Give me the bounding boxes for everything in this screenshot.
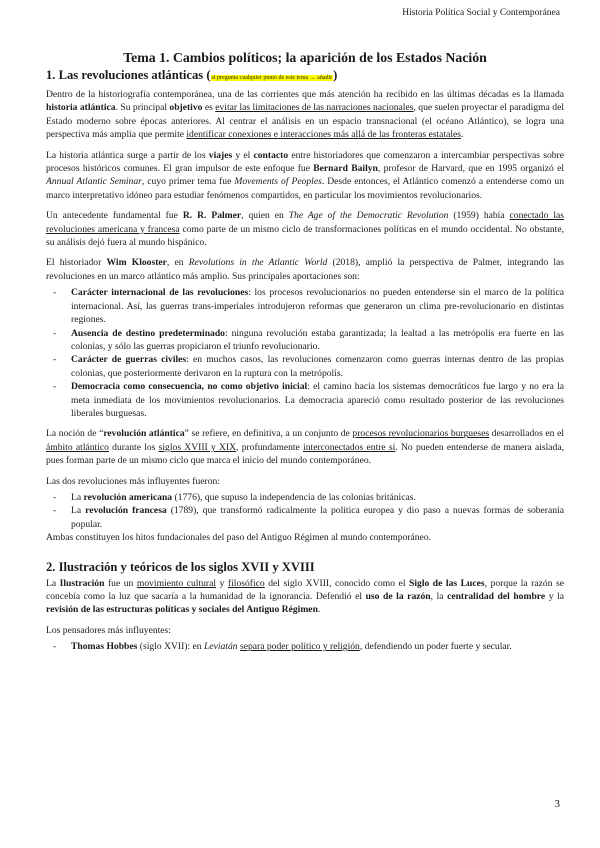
text-run: conectado las revoluciones americana y francesa (46, 210, 564, 235)
paragraph-pensadores: Los pensadores más influyentes: (46, 624, 171, 636)
text-run: , quien en (241, 210, 289, 222)
list-item (46, 640, 564, 653)
text-run: y (216, 577, 228, 589)
running-header: Historia Política Social y Contemporánea (402, 8, 560, 18)
text-run: separa poder político y religión (239, 641, 360, 653)
list-item (46, 286, 564, 326)
text-run: centralidad del hombre (447, 591, 546, 602)
text-run: Wim Klooster (106, 257, 167, 269)
text-run: entre historiadores que comenzaron a intercambiar perspectivas sobre procesos históricos comunes. El gran impulsor de este enfoque fue (46, 149, 565, 175)
text-run: . Desde entonces, el Atlántico comenzó a entenderse como un marco interpretativo idóneo para estudiar fenómenos compartidos, en particular los movimientos revolucionarios. (46, 176, 564, 201)
text-run: objetivo (169, 102, 203, 114)
section-heading-text: 1. Las revoluciones atlánticas (46, 68, 204, 82)
text-run: y la (545, 591, 564, 602)
text-run: Carácter internacional de las revoluciones (71, 287, 249, 299)
text-run: Carácter de guerras civiles (71, 354, 187, 366)
text-run: filosófico (227, 577, 265, 589)
text-run: : el camino hacia los sistemas democráticos fue largo y no era la meta inmediata de los movimientos revolucionarios. La democracia apareció como resultado posterior de las revoluciones liberales burguesas. (71, 381, 565, 419)
text-run: durante los (108, 441, 159, 453)
text-run: R. R. Palmer (182, 210, 242, 222)
text-run: La (71, 491, 84, 503)
page-content (46, 50, 564, 661)
text-run: Revolutions in the Atlantic World (188, 257, 328, 269)
paragraph-historia-atlantica (46, 88, 564, 142)
text-run: desarrollados en el (489, 428, 564, 440)
text-run: , porque la razón se concebía como la luz que sacaría a la humanidad de la ignorancia. Defendió el (46, 577, 565, 602)
thinkers-list (46, 640, 564, 653)
spacer (46, 552, 564, 560)
document-title: Tema 1. Cambios políticos; la aparición de los Estados Nación (123, 50, 487, 65)
text-run: El historiador (46, 257, 107, 269)
text-run: , cuyo primer tema fue (141, 176, 235, 188)
heading-paren: ) (333, 68, 338, 82)
text-run: (1776), que supuso la independencia de las colonias británicas. (172, 491, 416, 503)
section-heading-1 (46, 68, 564, 86)
text-run: uso de la razón (365, 591, 431, 602)
text-run: es (202, 102, 216, 114)
list-item (46, 380, 564, 420)
text-run: , defendiendo un poder fuerte y secular. (359, 641, 512, 653)
text-run: como parte de un mismo ciclo de transformaciones políticas en el mundo occidental. No obstante, su análisis dejó fuera al mundo hispánico. (46, 223, 565, 249)
text-run: The Age of the Democratic Revolution (288, 210, 449, 222)
text-run: La noción de “ (46, 428, 104, 440)
text-run: interconectados entre sí (303, 441, 396, 453)
text-run: evitar las limitaciones de las narraciones nacionales (215, 102, 414, 114)
text-run: . Su principal (115, 102, 170, 114)
text-run: Un antecedente fundamental fue (46, 210, 183, 222)
text-run: siglos XVIII y XIX (158, 441, 237, 453)
paragraph-dos-revoluciones: Las dos revoluciones más influyentes fueron: (46, 475, 220, 487)
text-run: La historia atlántica surge a partir de los (46, 149, 209, 161)
paragraph-klooster (46, 256, 564, 283)
text-run: . (317, 604, 321, 616)
page-number: 3 (554, 798, 560, 810)
text-run: (1789), que transformó radicalmente la política europea y dio paso a nuevas formas de soberanía popular. (71, 505, 564, 530)
text-run: Movements of Peoples (234, 176, 322, 188)
text-run: , profesor de Harvard, que en 1995 organizó el (377, 163, 564, 175)
text-run: ” se refiere, en definitiva, a un conjunto de (184, 428, 353, 440)
text-run: Siglo de las Luces (409, 577, 485, 589)
text-run: historia atlántica (46, 102, 116, 114)
paragraph-revolucion-atlantica (46, 427, 564, 467)
highlighted-note: si pregunta cualquier punto de este tema → añadir (211, 75, 333, 81)
list-item (46, 504, 564, 531)
text-run: Ausencia de destino predeterminado (71, 327, 225, 339)
text-run: La (71, 505, 86, 517)
text-run: revisión de las estructuras políticas y sociales del Antiguo Régimen (46, 604, 318, 616)
text-run: : los procesos revolucionarios no pueden entenderse sin el marco de la política internacional. Así, las guerras trans-imperiales introdujeron reformas que generaron un clima pre-revolucionario en distintas regiones. (71, 287, 564, 326)
klooster-contributions-list (46, 286, 564, 420)
text-run: revolución atlántica (103, 428, 185, 440)
text-run: viajes (208, 149, 233, 161)
list-item (46, 353, 564, 380)
text-run: Leviatán (203, 641, 238, 653)
text-run: , que suelen proyectar el paradigma del Estado moderno sobre épocas anteriores. Al centrar el análisis en un espacio transnacional (el océano Atlántico), se logra una perspectiva más amplia que permite (46, 102, 564, 141)
text-run: Bernard Bailyn (313, 163, 378, 175)
text-run: fue un (104, 577, 137, 589)
text-run: (1959) había (448, 210, 510, 222)
text-run: y el (232, 149, 254, 161)
list-item (46, 491, 564, 504)
text-run: Democracia como consecuencia, no como objetivo inicial (71, 381, 308, 393)
text-run: revolución francesa (85, 505, 167, 517)
text-run: Ilustración (59, 577, 105, 589)
text-run: del siglo XVIII, conocido como el (264, 577, 410, 589)
text-run: Thomas Hobbes (71, 641, 138, 653)
list-item (46, 327, 564, 354)
paragraph-hitos: Ambas constituyen los hitos fundacionales del paso del Antiguo Régimen al mundo contemporáneo. (46, 532, 432, 544)
text-run: : ninguna revolución estaba garantizada; la lealtad a las metrópolis era fuerte en las colonias, y sólo las guerras propiciaron el triunfo revolucionario. (71, 327, 565, 352)
text-run: , la (430, 591, 448, 602)
text-run: (siglo XVII): en (137, 641, 204, 653)
text-run: La (46, 577, 60, 589)
text-run: identificar conexiones e interacciones más allá de las fronteras estatales (186, 129, 462, 141)
revolutions-list (46, 491, 564, 531)
text-run: : en muchos casos, las revoluciones comenzaron como guerras internas dentro de las propias colonias, que posteriormente derivaron en la ruptura con la metrópolis. (71, 354, 564, 379)
paragraph-palmer (46, 209, 564, 249)
text-run: ámbito atlántico (46, 441, 109, 453)
text-run: contacto (253, 149, 289, 161)
text-run: Dentro de la historiografía contemporánea, una de las corrientes que más atención ha recibido en las últimas décadas es la llamada (46, 89, 564, 100)
text-run: . (461, 129, 464, 141)
text-run: . No pueden entenderse de manera aislada, pues forman parte de un mismo ciclo que marca el inicio del mundo contemporáneo. (46, 441, 564, 467)
text-run: Annual Atlantic Seminar (46, 176, 142, 188)
text-run: procesos revolucionarios burgueses (352, 428, 490, 440)
section-heading-2: 2. Ilustración y teóricos de los siglos XVII y XVIII (46, 559, 315, 574)
paragraph-ilustracion (46, 577, 564, 617)
text-run: revolución americana (83, 491, 173, 503)
text-run: movimiento cultural (136, 577, 217, 589)
text-run: , en (166, 257, 189, 269)
heading-paren: ( (203, 68, 211, 82)
paragraph-bailyn (46, 149, 564, 203)
text-run: , profundamente (236, 441, 304, 453)
text-run: (2018), amplió la perspectiva de Palmer, integrando las revoluciones en un marco atlántico más amplio. Sus principales aportaciones son: (46, 257, 564, 282)
